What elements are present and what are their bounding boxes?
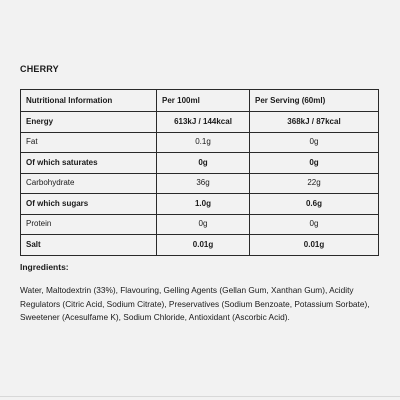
header-per-serving: Per Serving (60ml) — [250, 90, 379, 112]
table-row-saturates — [21, 153, 379, 174]
row-per-serving: 0.6g — [250, 194, 379, 215]
table-row-carbohydrate — [21, 173, 379, 194]
row-label: Energy — [21, 112, 157, 133]
table-row-protein — [21, 214, 379, 235]
table-header-row — [21, 90, 379, 112]
table-row-sugars — [21, 194, 379, 215]
ingredients-text: Water, Maltodextrin (33%), Flavouring, Gelling Agents (Gellan Gum, Xanthan Gum), Acidity Regulators (Citric Acid, Sodium Citrate), Preservatives (Sodium Benzoate, Potassium Sorbate), Sweetener (Acesulfame K), Sodium Chloride, Antioxidant (Ascorbic Acid). — [20, 285, 370, 322]
row-per-serving: 0.01g — [250, 235, 379, 256]
row-per-serving: 0g — [250, 153, 379, 174]
row-per-serving: 22g — [250, 173, 379, 194]
row-per-100ml: 0g — [157, 214, 250, 235]
flavour-title: CHERRY — [20, 64, 59, 74]
row-label: Salt — [21, 235, 157, 256]
row-label: Of which saturates — [21, 153, 157, 174]
table-row-energy — [21, 112, 379, 133]
ingredients-heading: Ingredients: — [20, 262, 69, 272]
row-per-100ml: 36g — [157, 173, 250, 194]
header-per-100ml: Per 100ml — [157, 90, 250, 112]
divider — [0, 396, 400, 397]
row-label: Of which sugars — [21, 194, 157, 215]
nutrition-table — [20, 89, 379, 256]
row-per-100ml: 613kJ / 144kcal — [157, 112, 250, 133]
row-per-100ml: 0g — [157, 153, 250, 174]
row-label: Fat — [21, 132, 157, 153]
table-row-salt — [21, 235, 379, 256]
table-row-fat — [21, 132, 379, 153]
row-per-serving: 368kJ / 87kcal — [250, 112, 379, 133]
row-label: Protein — [21, 214, 157, 235]
row-per-100ml: 0.1g — [157, 132, 250, 153]
row-per-serving: 0g — [250, 132, 379, 153]
row-per-100ml: 0.01g — [157, 235, 250, 256]
row-per-100ml: 1.0g — [157, 194, 250, 215]
row-label: Carbohydrate — [21, 173, 157, 194]
header-nutritional-information: Nutritional Information — [21, 90, 157, 112]
row-per-serving: 0g — [250, 214, 379, 235]
